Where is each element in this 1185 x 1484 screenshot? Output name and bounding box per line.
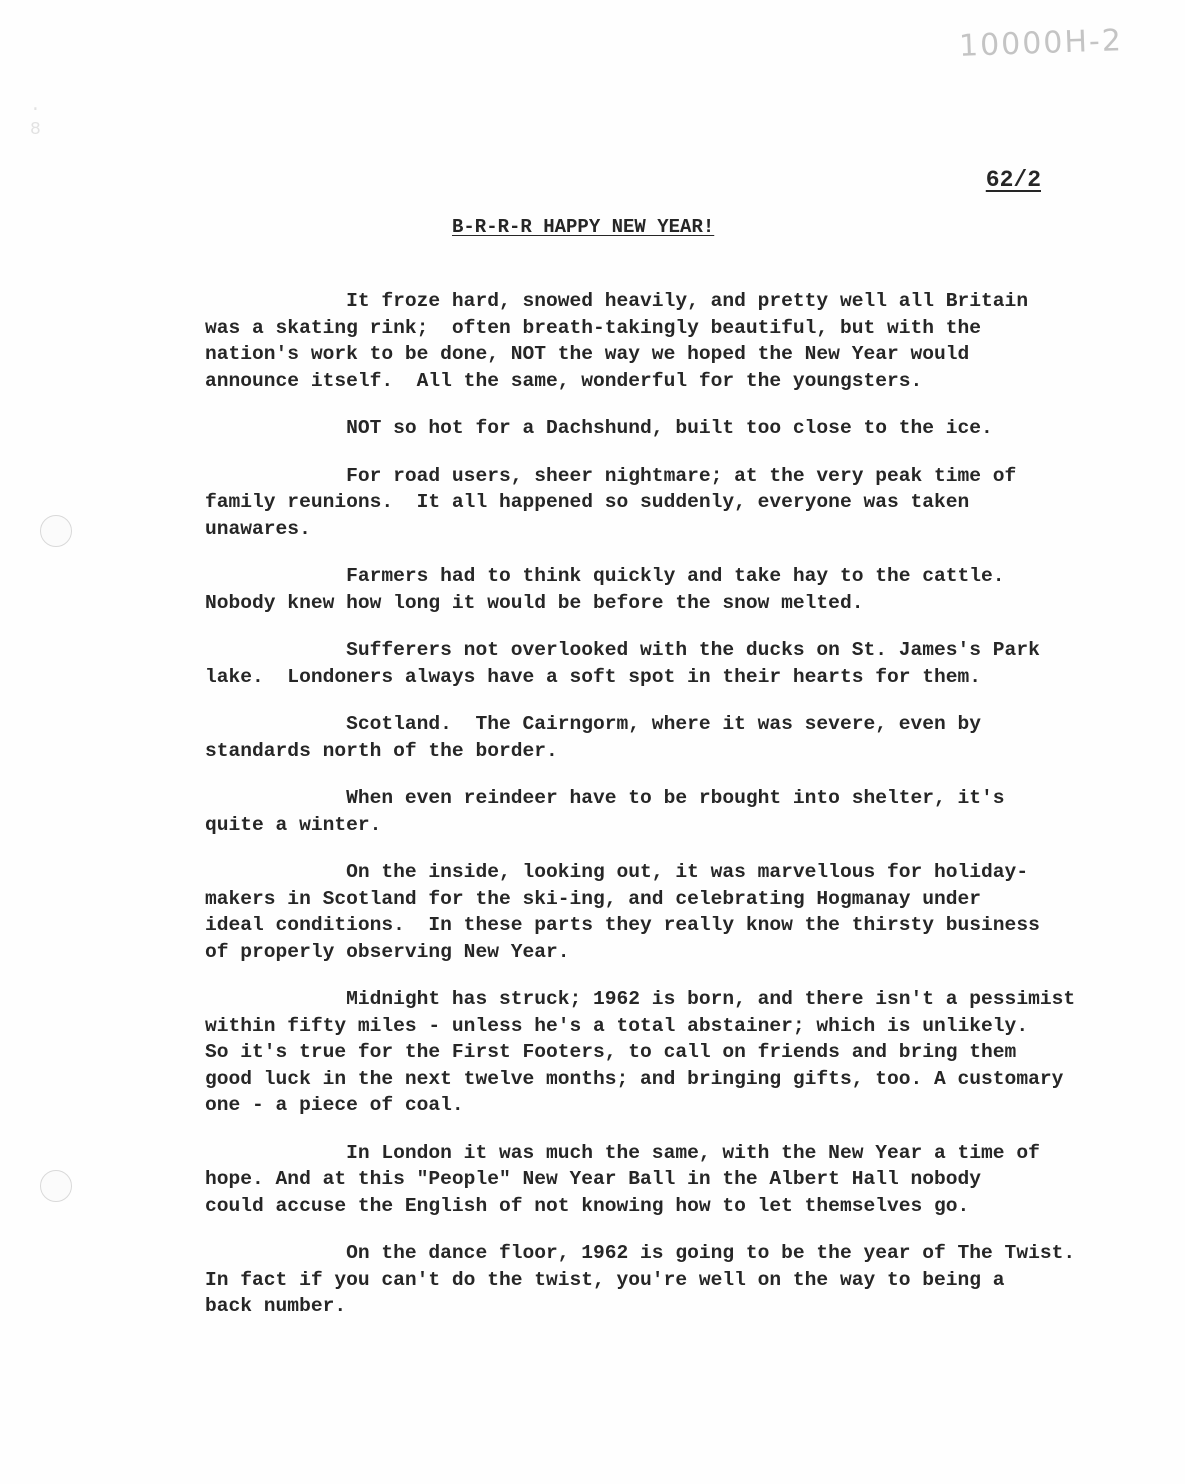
text-line: family reunions. It all happened so suddenly, everyone was taken: [205, 491, 970, 513]
text-line: one - a piece of coal.: [205, 1094, 464, 1116]
paragraph: [205, 711, 1115, 764]
text-line: within fifty miles - unless he's a total abstainer; which is unlikely.: [205, 1014, 1029, 1037]
text-line: Farmers had to think quickly and take hay to the cattle.: [205, 565, 1005, 587]
text-line: of properly observing New Year.: [205, 940, 570, 963]
text-line: For road users, sheer nightmare; at the very peak time of: [205, 464, 1017, 487]
paragraph: [205, 637, 1115, 690]
text-line: could accuse the English of not knowing how to let themselves go.: [205, 1194, 970, 1217]
text-line: lake. Londoners always have a soft spot in their hearts for them.: [205, 665, 982, 688]
paragraph: [205, 859, 1115, 965]
text-line: On the dance floor, 1962 is going to be the year of The Twist.: [205, 1242, 1076, 1264]
text-line: back number.: [205, 1295, 347, 1317]
text-line: Scotland. The Cairngorm, where it was severe, even by: [205, 713, 982, 735]
text-line: Nobody knew how long it would be before the snow melted.: [205, 591, 864, 614]
paragraph: [205, 1140, 1115, 1220]
text-line: When even reindeer have to be rbought into shelter, it's: [205, 787, 1005, 809]
punch-hole: [40, 515, 72, 547]
text-line: ideal conditions. In these parts they really know the thirsty business: [205, 914, 1040, 936]
text-line: unawares.: [205, 517, 311, 540]
text-line: quite a winter.: [205, 813, 382, 836]
document-body: [205, 288, 1115, 1341]
text-line: So it's true for the First Footers, to call on friends and bring them: [205, 1041, 1017, 1063]
paragraph: [205, 986, 1115, 1119]
text-line: makers in Scotland for the ski-ing, and celebrating Hogmanay under: [205, 887, 982, 910]
paragraph: [205, 563, 1115, 616]
paragraph: [205, 785, 1115, 838]
paragraph: [205, 463, 1115, 543]
text-line: It froze hard, snowed heavily, and pretty well all Britain: [205, 290, 1029, 312]
text-line: was a skating rink; often breath-takingly beautiful, but with the: [205, 316, 982, 339]
text-line: good luck in the next twelve months; and bringing gifts, too. A customary: [205, 1067, 1064, 1090]
text-line: In fact if you can't do the twist, you're well on the way to being a: [205, 1268, 1005, 1291]
text-line: nation's work to be done, NOT the way we hoped the New Year would: [205, 343, 970, 365]
text-line: hope. And at this "People" New Year Ball in the Albert Hall nobody: [205, 1168, 982, 1190]
paragraph: [205, 288, 1115, 394]
paragraph: [205, 1240, 1115, 1320]
page-number: 62/2: [985, 167, 1041, 193]
text-line: NOT so hot for a Dachshund, built too close to the ice.: [205, 417, 993, 439]
document-title: B-R-R-R HAPPY NEW YEAR!: [452, 216, 715, 238]
margin-mark: · 8: [30, 100, 41, 140]
text-line: On the inside, looking out, it was marvellous for holiday-: [205, 861, 1029, 883]
punch-hole: [40, 1170, 72, 1202]
text-line: In London it was much the same, with the New Year a time of: [205, 1141, 1040, 1164]
text-line: Sufferers not overlooked with the ducks on St. James's Park: [205, 639, 1040, 661]
paragraph: [205, 415, 1115, 442]
handwritten-reference-number: 10000H-2: [958, 23, 1124, 64]
text-line: standards north of the border.: [205, 739, 558, 762]
text-line: announce itself. All the same, wonderful for the youngsters.: [205, 369, 923, 392]
text-line: Midnight has struck; 1962 is born, and there isn't a pessimist: [205, 988, 1076, 1010]
